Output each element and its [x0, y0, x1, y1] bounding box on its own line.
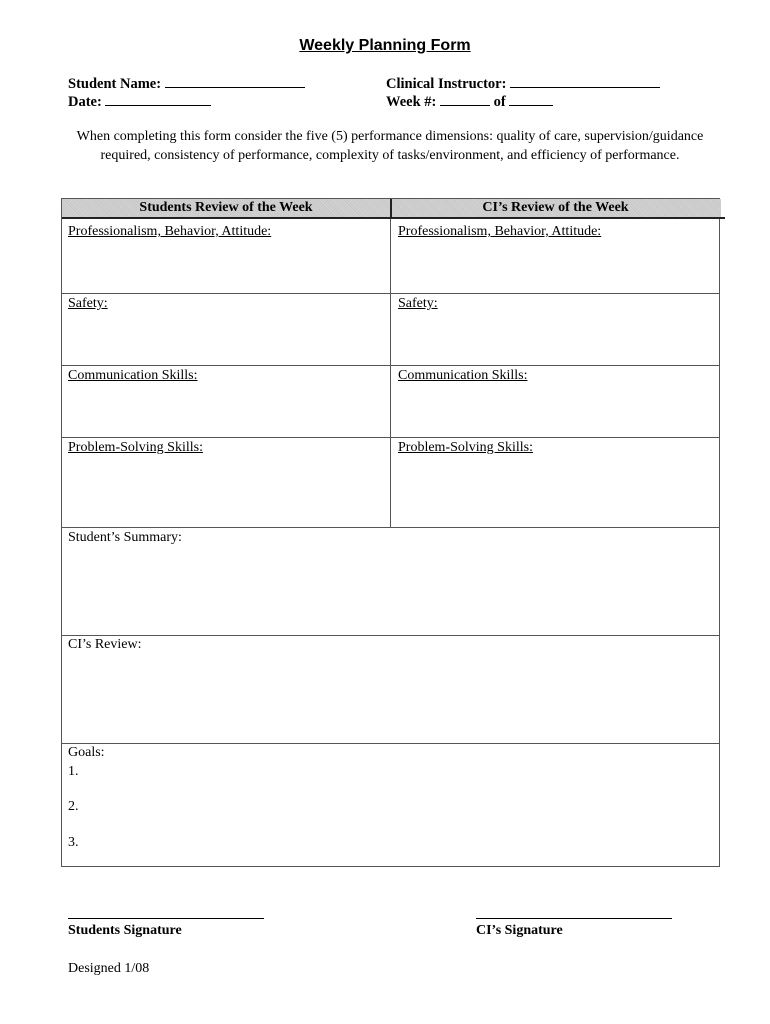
week-number-blank[interactable] [440, 93, 490, 106]
row-divider [62, 635, 719, 636]
clinical-instructor-label: Clinical Instructor: [386, 76, 507, 92]
form-title: Weekly Planning Form [299, 37, 471, 54]
week-label: Week #: [386, 94, 437, 110]
student-name-label: Student Name: [68, 76, 162, 92]
student-summary-label: Student’s Summary: [68, 530, 182, 545]
instructions-text: When completing this form consider the five (5) performance dimensions: quality of care, supervision/guidance required, consistency of performance, complexity of tasks/environment, and efficiency of performance. [76, 129, 704, 163]
date-blank[interactable] [105, 93, 211, 106]
row-communication-ci: Communication Skills: [398, 368, 528, 383]
ci-review-label: CI’s Review: [68, 637, 142, 652]
ci-signature-line[interactable] [476, 918, 672, 919]
goal-item-1: 1. [68, 764, 79, 779]
row-divider [62, 527, 719, 528]
row-safety-student: Safety: [68, 296, 108, 311]
clinical-instructor-field[interactable] [386, 75, 660, 93]
goal-item-3: 3. [68, 835, 79, 850]
row-professionalism-ci: Professionalism, Behavior, Attitude: [398, 224, 602, 239]
designed-date: Designed 1/08 [68, 961, 150, 976]
clinical-instructor-blank[interactable] [510, 75, 660, 88]
row-problem-solving-ci: Problem-Solving Skills: [398, 440, 533, 455]
goals-label: Goals: [68, 745, 105, 760]
date-field[interactable] [68, 93, 211, 111]
ci-signature-label: CI’s Signature [476, 923, 563, 938]
student-name-blank[interactable] [165, 75, 305, 88]
row-professionalism-student: Professionalism, Behavior, Attitude: [68, 224, 272, 239]
week-total-blank[interactable] [509, 93, 553, 106]
ci-review-header: CI’s Review of the Week [482, 200, 629, 215]
week-field[interactable] [386, 93, 553, 111]
student-signature-line[interactable] [68, 918, 264, 919]
row-safety-ci: Safety: [398, 296, 438, 311]
goal-item-2: 2. [68, 799, 79, 814]
header-border-extension [719, 217, 725, 219]
column-divider [390, 219, 391, 527]
date-label: Date: [68, 94, 102, 110]
student-signature-label: Students Signature [68, 923, 182, 938]
row-divider [62, 743, 719, 744]
of-label: of [493, 94, 506, 110]
row-problem-solving-student: Problem-Solving Skills: [68, 440, 203, 455]
students-review-header: Students Review of the Week [139, 200, 313, 215]
review-table [61, 198, 720, 867]
table-header [62, 199, 721, 219]
row-communication-student: Communication Skills: [68, 368, 198, 383]
student-name-field[interactable] [68, 75, 305, 93]
